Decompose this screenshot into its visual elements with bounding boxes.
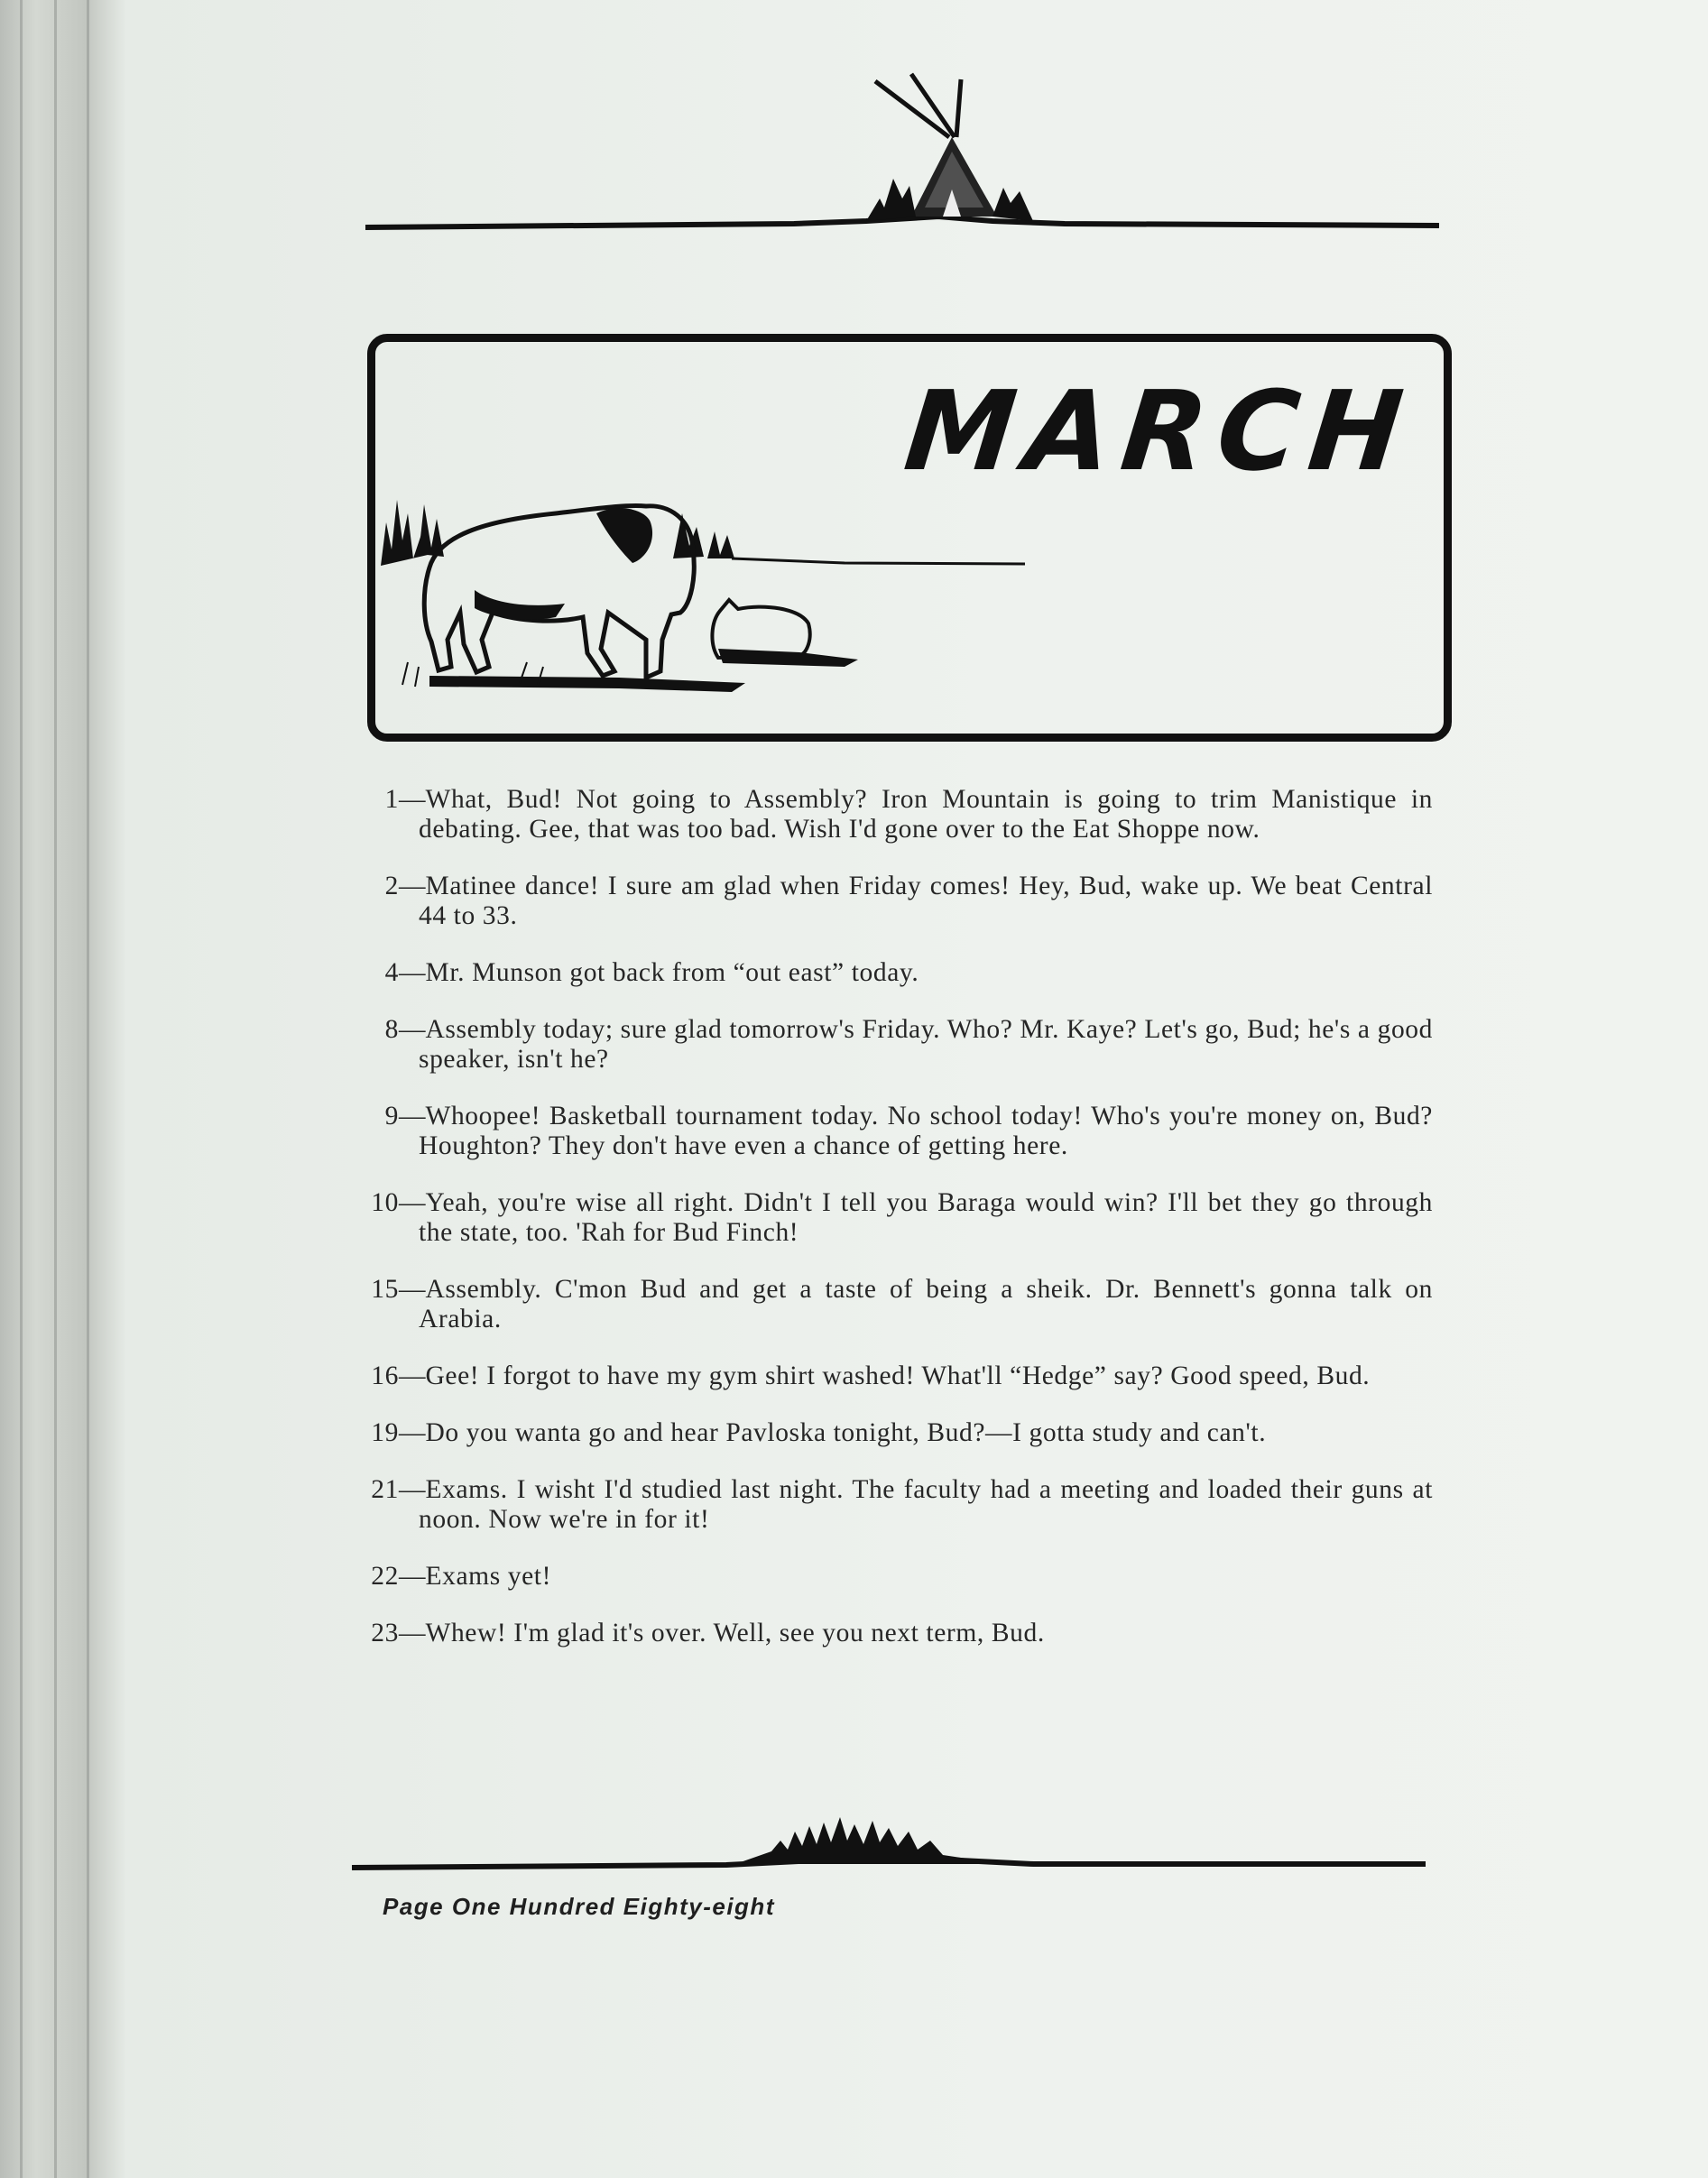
page-edge: [87, 0, 89, 2178]
entry-text: Assembly today; sure glad tomorrow's Friday. Who? Mr. Kaye? Let's go, Bud; he's a good speaker, isn't he?: [419, 1015, 1433, 1074]
entry-text: Whoopee! Basketball tournament today. No school today! Who's you're money on, Bud? Houghton? They don't have even a chance of getting here.: [419, 1102, 1433, 1160]
entry-text: Gee! I forgot to have my gym shirt washed! What'll “Hedge” say? Good speed, Bud.: [425, 1361, 1371, 1390]
entry-text: Assembly. C'mon Bud and get a taste of being a sheik. Dr. Bennett's gonna talk on Arabia.: [419, 1275, 1433, 1334]
diary-entry: 23—Whew! I'm glad it's over. Well, see you next term, Bud.: [354, 1619, 1433, 1648]
entry-day: 8: [384, 1015, 399, 1044]
entry-day: 23: [371, 1619, 399, 1647]
diary-entry: 16—Gee! I forgot to have my gym shirt washed! What'll “Hedge” say? Good speed, Bud.: [354, 1361, 1433, 1391]
diary-entry: 9—Whoopee! Basketball tournament today. No school today! Who's you're money on, Bud? Houghton? They don't have even a chance of getting here.: [354, 1102, 1433, 1161]
diary-entry: 1—What, Bud! Not going to Assembly? Iron Mountain is going to trim Manistique in debating. Gee, that was too bad. Wish I'd gone over to the Eat Shoppe now.: [354, 785, 1433, 844]
entry-text: What, Bud! Not going to Assembly? Iron Mountain is going to trim Manistique in debating. Gee, that was too bad. Wish I'd gone over to the Eat Shoppe now.: [419, 785, 1433, 844]
entry-day: 19: [371, 1418, 399, 1447]
diary-entry: 2—Matinee dance! I sure am glad when Friday comes! Hey, Bud, wake up. We beat Central 44 to 33.: [354, 872, 1433, 931]
page-number: Page One Hundred Eighty-eight: [383, 1893, 775, 1920]
entry-day: 2: [384, 872, 399, 900]
entry-text: Yeah, you're wise all right. Didn't I tell you Baraga would win? I'll bet they go through the state, too. 'Rah for Bud Finch!: [419, 1188, 1433, 1247]
entry-day: 22: [371, 1562, 399, 1591]
page-edge: [54, 0, 57, 2178]
diary-entry: 15—Assembly. C'mon Bud and get a taste of being a sheik. Dr. Bennett's gonna talk on Arabia.: [354, 1275, 1433, 1334]
entry-day: 21: [371, 1475, 399, 1504]
entry-text: Whew! I'm glad it's over. Well, see you next term, Bud.: [425, 1619, 1045, 1647]
diary-entries: [354, 785, 1433, 1675]
diary-entry: 19—Do you wanta go and hear Pavloska tonight, Bud?—I gotta study and can't.: [354, 1418, 1433, 1448]
pine-island-footer-ornament: [347, 1804, 1430, 1877]
entry-day: 15: [371, 1275, 399, 1304]
month-title: MARCH: [899, 367, 1419, 495]
entry-text: Exams yet!: [425, 1562, 552, 1591]
entry-day: 10: [371, 1188, 399, 1217]
diary-entry: 22—Exams yet!: [354, 1562, 1433, 1592]
entry-text: Exams. I wisht I'd studied last night. The faculty had a meeting and loaded their guns at noon. Now we're in for it!: [419, 1475, 1433, 1534]
entry-text: Do you wanta go and hear Pavloska tonight, Bud?—I gotta study and can't.: [425, 1418, 1267, 1447]
title-panel: [367, 334, 1452, 742]
entry-day: 16: [371, 1361, 399, 1390]
entry-day: 4: [384, 958, 399, 987]
entry-day: 1: [384, 785, 399, 814]
entry-text: Matinee dance! I sure am glad when Friday comes! Hey, Bud, wake up. We beat Central 44 to 33.: [419, 872, 1433, 930]
tepee-header-ornament: [361, 72, 1444, 244]
diary-entry: 21—Exams. I wisht I'd studied last night. The faculty had a meeting and loaded their guns at noon. Now we're in for it!: [354, 1475, 1433, 1535]
entry-day: 9: [384, 1102, 399, 1131]
diary-entry: 10—Yeah, you're wise all right. Didn't I tell you Baraga would win? I'll bet they go through the state, too. 'Rah for Bud Finch!: [354, 1188, 1433, 1248]
entry-text: Mr. Munson got back from “out east” today.: [425, 958, 919, 987]
diary-entry: 4—Mr. Munson got back from “out east” today.: [354, 958, 1433, 988]
page-edge: [20, 0, 23, 2178]
diary-entry: 8—Assembly today; sure glad tomorrow's Friday. Who? Mr. Kaye? Let's go, Bud; he's a good speaker, isn't he?: [354, 1015, 1433, 1075]
